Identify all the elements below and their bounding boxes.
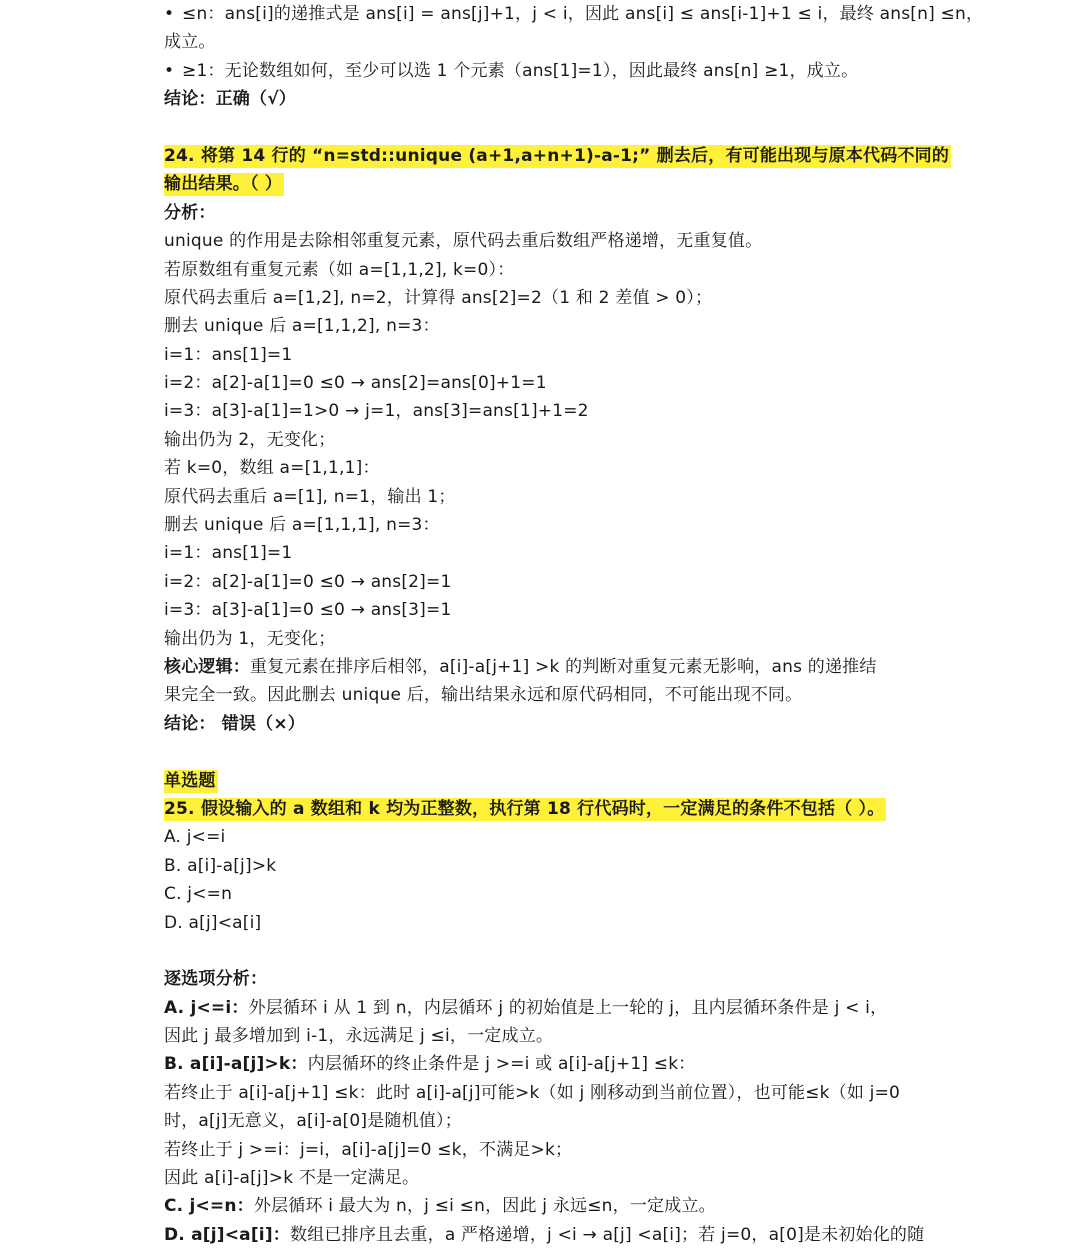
analysis-line: 若原数组有重复元素（如 a=[1,1,2], k=0）：: [164, 259, 515, 280]
analysis-line: 若 k=0，数组 a=[1,1,1]：: [164, 458, 380, 479]
bullet-upper-bound-cont: 成立。: [164, 32, 216, 53]
analysis-a-line2: 因此 j 最多增加到 i-1，永远满足 j ≤i，一定成立。: [164, 1026, 554, 1047]
analysis-line: 删去 unique 后 a=[1,1,1], n=3：: [164, 515, 440, 536]
analysis-c-line1: C. j<=n：外层循环 i 最大为 n，j ≤i ≤n，因此 j 永远≤n，一定成立。: [164, 1196, 716, 1217]
option-b: B. a[i]-a[j]>k: [164, 855, 277, 876]
conclusion-24: 结论： 错误（×）: [164, 713, 305, 734]
bullet-dot: •: [164, 4, 175, 24]
core-logic-label: 核心逻辑：: [164, 656, 250, 677]
bullet-dot: •: [164, 60, 175, 81]
analysis-line: i=2：a[2]-a[1]=0 ≤0 → ans[2]=ans[0]+1=1: [164, 373, 547, 394]
question-25-title: 25. 假设输入的 a 数组和 k 均为正整数，执行第 18 行代码时，一定满足的条件不包括（ ）。: [164, 798, 885, 819]
analysis-d-line1: D. a[j]<a[i]：数组已排序且去重，a 严格递增，j <i → a[j] <a[i]；若 j=0，a[0]是未初始化的随: [164, 1224, 925, 1245]
analysis-b-line3: 时，a[j]无意义，a[i]-a[0]是随机值）；: [164, 1111, 462, 1132]
analysis-line: 原代码去重后 a=[1,2], n=2，计算得 ans[2]=2（1 和 2 差值 > 0）；: [164, 287, 713, 308]
option-d: D. a[j]<a[i]: [164, 912, 262, 933]
analysis-line: 输出仍为 2，无变化；: [164, 429, 336, 450]
question-24-title-line1: 24. 将第 14 行的 “n=std::unique (a+1,a+n+1)-a-1;” 删去后，有可能出现与原本代码不同的: [164, 145, 950, 166]
question-24-title-line2: 输出结果。（ ）: [164, 174, 283, 195]
option-analysis-title: 逐选项分析：: [164, 969, 268, 990]
analysis-b-line2: 若终止于 a[i]-a[j+1] ≤k：此时 a[i]-a[j]可能>k（如 j 刚移动到当前位置），也可能≤k（如 j=0: [164, 1082, 901, 1103]
analysis-b-label: B. a[i]-a[j]>k：: [164, 1054, 308, 1075]
core-logic-line2: 果完全一致。因此删去 unique 后，输出结果永远和原代码相同，不可能出现不同。: [164, 685, 803, 706]
conclusion-23: 结论：正确（√）: [164, 89, 296, 110]
bullet-upper-bound: • ≤n：ans[i]的递推式是 ans[i] = ans[j]+1，j < i，因此 ans[i] ≤ ans[i-1]+1 ≤ i，最终 ans[n] ≤n，: [164, 0, 944, 28]
analysis-line: i=1：ans[1]=1: [164, 543, 293, 564]
analysis-a-label: A. j<=i：: [164, 997, 249, 1018]
option-a: A. j<=i: [164, 827, 226, 848]
analysis-d-label: D. a[j]<a[i]：: [164, 1224, 291, 1245]
option-c: C. j<=n: [164, 884, 233, 905]
analysis-line: i=2：a[2]-a[1]=0 ≤0 → ans[2]=1: [164, 571, 452, 592]
analysis-c-label: C. j<=n：: [164, 1196, 254, 1217]
analysis-line: 删去 unique 后 a=[1,1,2], n=3：: [164, 316, 440, 337]
document-page: [164, 0, 984, 1249]
analysis-line: i=3：a[3]-a[1]=0 ≤0 → ans[3]=1: [164, 600, 452, 621]
analysis-line: i=1：ans[1]=1: [164, 344, 293, 365]
section-heading: 单选题: [164, 770, 216, 791]
analysis-line: i=3：a[3]-a[1]=1>0 → j=1，ans[3]=ans[1]+1=2: [164, 401, 589, 422]
analysis-label: 分析：: [164, 202, 216, 223]
bullet-lower-bound: • ≥1：无论数组如何，至少可以选 1 个元素（ans[1]=1），因此最终 ans[n] ≥1，成立。: [164, 57, 944, 85]
analysis-line: 输出仍为 1，无变化；: [164, 628, 336, 649]
analysis-line: unique 的作用是去除相邻重复元素，原代码去重后数组严格递增，无重复值。: [164, 231, 763, 252]
analysis-a-line1: A. j<=i：外层循环 i 从 1 到 n，内层循环 j 的初始值是上一轮的 j，且内层循环条件是 j < i，: [164, 997, 888, 1018]
analysis-line: 原代码去重后 a=[1], n=1，输出 1；: [164, 486, 456, 507]
core-logic-line1: 核心逻辑：重复元素在排序后相邻，a[i]-a[j+1] >k 的判断对重复元素无影响，ans 的递推结: [164, 656, 877, 677]
analysis-b-line5: 因此 a[i]-a[j]>k 不是一定满足。: [164, 1168, 420, 1189]
analysis-b-line1: B. a[i]-a[j]>k：内层循环的终止条件是 j >=i 或 a[i]-a[j+1] ≤k：: [164, 1054, 696, 1075]
analysis-b-line4: 若终止于 j >=i：j=i，a[i]-a[j]=0 ≤k，不满足>k；: [164, 1139, 573, 1160]
